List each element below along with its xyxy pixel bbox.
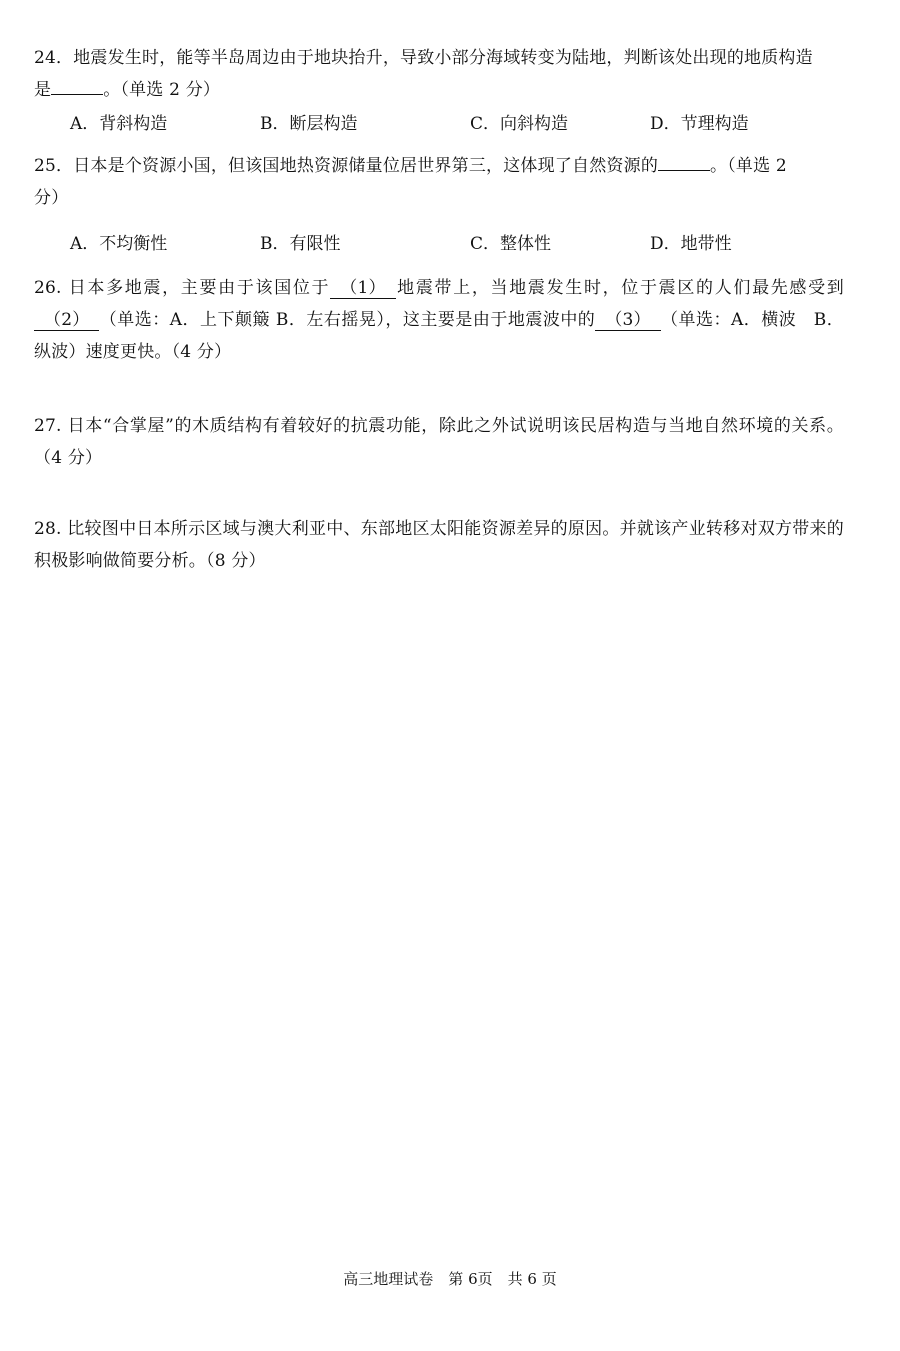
question-25-options [70, 230, 850, 258]
question-26 [34, 272, 844, 368]
page-footer: 高三地理试卷 第 6页 共 6 页 [343, 1270, 557, 1288]
option-25-c[interactable]: C．整体性 [470, 234, 552, 254]
question-24-options [70, 110, 850, 138]
question-24 [34, 42, 844, 106]
option-25-a[interactable]: A．不均衡性 [70, 234, 168, 254]
question-25-prefix: 25．日本是个资源小国，但该国地热资源储量位居世界第三，这体现了自然资源的 [34, 156, 659, 176]
answer-blank-24[interactable] [51, 76, 103, 95]
question-28 [34, 513, 844, 577]
question-28-text: 28. 比较图中日本所示区域与澳大利亚中、东部地区太阳能资源差异的原因。并就该产业转移对双方带来的积极影响做简要分析。（8 分） [34, 519, 844, 571]
question-24-prefix: 是 [34, 80, 52, 100]
option-25-d[interactable]: D．地带性 [650, 234, 732, 254]
question-26-part2: 地震带上，当地震发生时，位于震区的人们最先感受到 [395, 278, 844, 298]
question-25 [34, 150, 844, 214]
option-24-c[interactable]: C．向斜构造 [470, 114, 569, 134]
option-24-a[interactable]: A．背斜构造 [70, 114, 168, 134]
question-26-part3: （单选：A．上下颠簸 B．左右摇晃），这主要是由于地震波中的 [99, 310, 596, 330]
option-25-b[interactable]: B．有限性 [260, 234, 341, 254]
question-26-part4: （单选：A．横波 B．纵波）速度更快。（4 分） [34, 310, 844, 362]
question-25-suffix: 。（单选 2 [710, 156, 787, 176]
answer-blank-26-1[interactable]: （1） [330, 278, 395, 299]
question-24-suffix: 。（单选 2 分） [103, 80, 221, 100]
question-27-text: 27. 日本“合掌屋”的木质结构有着较好的抗震功能，除此之外试说明该民居构造与当地自然环境的关系。（4 分） [34, 416, 844, 468]
option-24-b[interactable]: B．断层构造 [260, 114, 358, 134]
question-24-line1: 24．地震发生时，能等半岛周边由于地块抬升，导致小部分海域转变为陆地，判断该处出现的地质构造 [34, 48, 813, 68]
option-24-d[interactable]: D．节理构造 [650, 114, 749, 134]
answer-blank-26-3[interactable]: （3） [595, 310, 660, 331]
answer-blank-26-2[interactable]: （2） [34, 310, 99, 331]
question-27 [34, 410, 844, 474]
question-26-part1: 26. 日本多地震，主要由于该国位于 [34, 278, 331, 298]
question-25-line2: 分） [34, 188, 69, 208]
answer-blank-25[interactable] [658, 152, 710, 171]
